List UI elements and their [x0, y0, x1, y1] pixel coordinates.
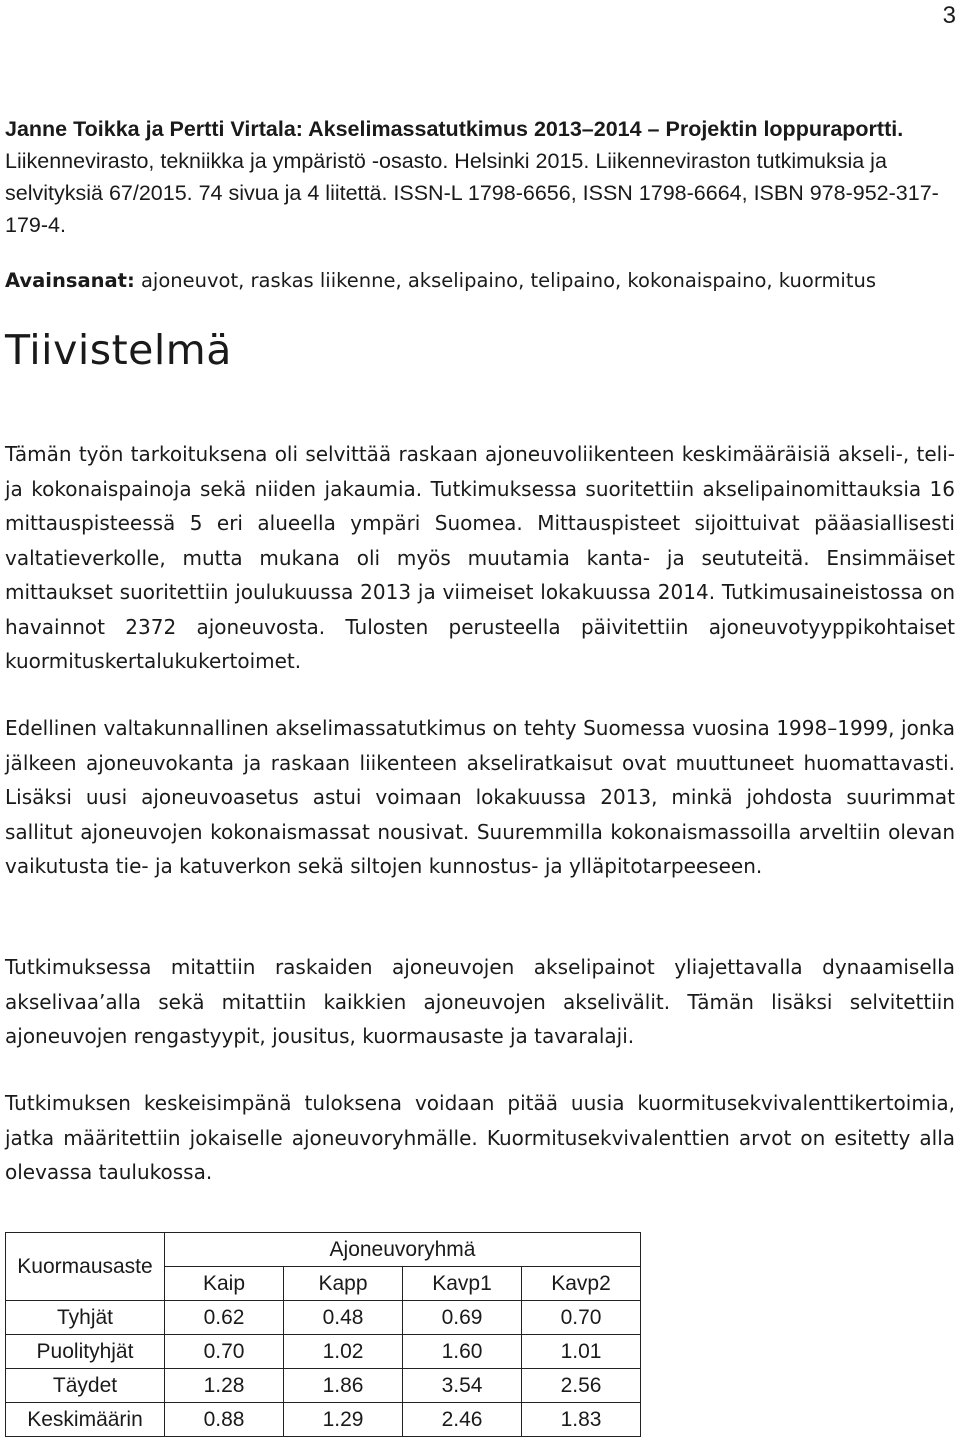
table-group-header: Ajoneuvoryhmä [165, 1233, 641, 1267]
paragraph: Edellinen valtakunnallinen akselimassatutkimus on tehty Suomessa vuosina 1998–1999, jonka jälkeen ajoneuvokanta ja raskaan liikenteen akseliratkaisut ovat muuttuneet huomattavasti. Lisäksi uusi ajoneuvoasetus astui voimaan lokakuussa 2013, minkä johdosta suurimmat sallitut ajoneuvojen kokonaismassat nousivat. Suuremmilla kokonaismassoilla arveltiin olevan vaikutusta tie- ja katuverkon sekä siltojen kunnostus- ja ylläpitotarpeeseen. [5, 716, 955, 878]
table-cell: 0.70 [165, 1335, 284, 1369]
load-equivalent-table [5, 1232, 641, 1437]
table-row-label: Puolityhjät [6, 1335, 165, 1369]
paragraph: Tämän työn tarkoituksena oli selvittää raskaan ajoneuvoliikenteen keskimääräisiä akseli-, teli- ja kokonaispainoja sekä niiden jakaumia. Tutkimuksessa suoritettiin akselipainomittauksia 16 mittauspisteessä 5 eri alueella ympäri Suomea. Mittauspisteet sijoittuivat pääasiallisesti valtatieverkolle, mutta mukana oli myös muutamia kanta- ja seututeitä. Ensimmäiset mittaukset suoritettiin joulukuussa 2013 ja viimeiset lokakuussa 2014. Tutkimusaineistossa on havainnot 2372 ajoneuvosta. Tulosten perusteella päivitettiin ajoneuvotyyppikohtaiset kuormituskertalukukertoimet. [5, 442, 955, 673]
table-row-label: Tyhjät [6, 1301, 165, 1335]
table-row-header: Kuormausaste [6, 1233, 165, 1301]
table-row-label: Keskimäärin [6, 1403, 165, 1437]
table-cell: 1.28 [165, 1369, 284, 1403]
paragraph: Tutkimuksessa mitattiin raskaiden ajoneuvojen akselipainot yliajettavalla dynaamisella akselivaa’alla sekä mitattiin kaikkien ajoneuvojen akselivälit. Tämän lisäksi selvitettiin ajoneuvojen rengastyypit, jousitus, kuormausaste ja tavaralaji. [5, 955, 955, 1048]
citation-authors-title: Janne Toikka ja Pertti Virtala: Akselimassatutkimus 2013–2014 – Projektin loppuraportti. [5, 117, 904, 141]
table-row [6, 1335, 641, 1369]
table-cell: 1.29 [284, 1403, 403, 1437]
table-row [6, 1403, 641, 1437]
table-cell: 0.69 [403, 1301, 522, 1335]
table-column-header: Kavp2 [522, 1267, 641, 1301]
table-cell: 3.54 [403, 1369, 522, 1403]
table-row [6, 1369, 641, 1403]
table-header-row [6, 1233, 641, 1267]
table-cell: 1.02 [284, 1335, 403, 1369]
table-cell: 0.88 [165, 1403, 284, 1437]
citation-publication-details: Liikennevirasto, tekniikka ja ympäristö -osasto. Helsinki 2015. Liikenneviraston tutkimuksia ja selvityksiä 67/2015. 74 sivua ja 4 liitettä. ISSN-L 1798-6656, ISSN 1798-6664, ISBN 978-952-317-179-4. [5, 149, 939, 237]
paragraph: Tutkimuksen keskeisimpänä tuloksena voidaan pitää uusia kuormitusekvivalenttikertoimia, jatka määritettiin jokaiselle ajoneuvoryhmälle. Kuormitusekvivalenttien arvot on esitetty alla olevassa taulukossa. [5, 1091, 955, 1184]
table-row [6, 1301, 641, 1335]
table-cell: 2.46 [403, 1403, 522, 1437]
table-cell: 1.86 [284, 1369, 403, 1403]
keywords [5, 266, 955, 296]
table-cell: 0.70 [522, 1301, 641, 1335]
page-number: 3 [942, 2, 956, 29]
table-cell: 2.56 [522, 1369, 641, 1403]
table-cell: 1.01 [522, 1335, 641, 1369]
keywords-label: Avainsanat: [5, 269, 135, 292]
table-cell: 0.62 [165, 1301, 284, 1335]
table-cell: 1.83 [522, 1403, 641, 1437]
table-cell: 0.48 [284, 1301, 403, 1335]
table-row-label: Täydet [6, 1369, 165, 1403]
table-column-header: Kaip [165, 1267, 284, 1301]
table-cell: 1.60 [403, 1335, 522, 1369]
table-column-header: Kavp1 [403, 1267, 522, 1301]
table-column-header: Kapp [284, 1267, 403, 1301]
citation [5, 113, 955, 241]
keywords-text: ajoneuvot, raskas liikenne, akselipaino, telipaino, kokonaispaino, kuormitus [140, 269, 877, 292]
abstract-heading: Tiivistelmä [5, 326, 232, 374]
